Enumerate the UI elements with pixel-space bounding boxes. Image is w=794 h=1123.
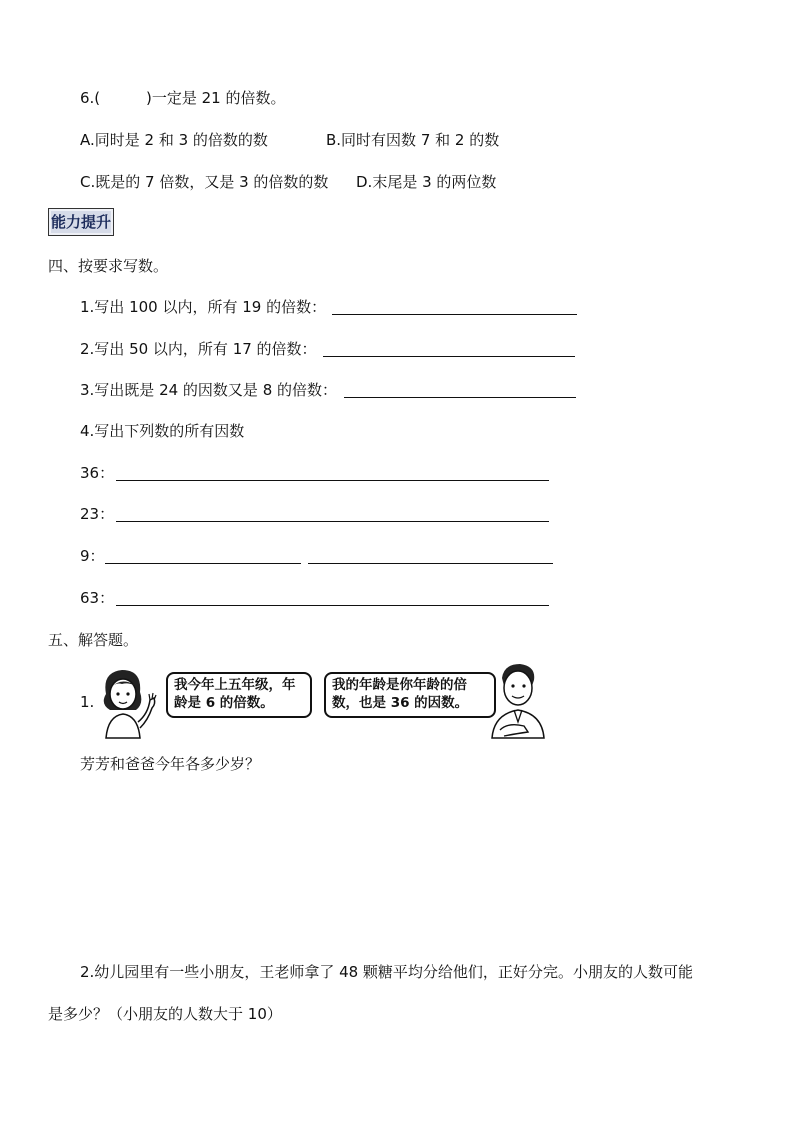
q6-number: 6.( [80, 89, 101, 107]
section5-heading: 五、解答题。 [48, 631, 139, 649]
problem2-line2: 是多少？（小朋友的人数大于 10） [48, 1005, 282, 1023]
problem1-number: 1. [80, 693, 95, 711]
section4-item2: 2.写出 50 以内，所有 17 的倍数： [80, 340, 317, 358]
girl-speech-bubble: 我今年上五年级，年龄是 6 的倍数。 [166, 672, 312, 718]
problem1-question: 芳芳和爸爸今年各多少岁？ [80, 755, 261, 773]
section4-item4: 4.写出下列数的所有因数 [80, 422, 245, 440]
girl-illustration [92, 664, 164, 740]
answer-line-36[interactable] [116, 480, 549, 481]
answer-line-63[interactable] [116, 605, 549, 606]
q6-stem: )一定是 21 的倍数。 [146, 89, 286, 107]
answer-line-9b[interactable] [308, 563, 553, 564]
section4-item1: 1.写出 100 以内，所有 19 的倍数： [80, 298, 327, 316]
answer-line-item1[interactable] [332, 314, 577, 315]
factor-label-63: 63： [80, 589, 115, 607]
section-badge: 能力提升 [48, 208, 114, 236]
section4-item3: 3.写出既是 24 的因数又是 8 的倍数： [80, 381, 338, 399]
answer-line-23[interactable] [116, 521, 549, 522]
answer-line-item2[interactable] [323, 356, 575, 357]
q6-option-a: A.同时是 2 和 3 的倍数的数 [80, 131, 268, 149]
factor-label-23: 23： [80, 505, 115, 523]
answer-line-item3[interactable] [344, 397, 576, 398]
q6-option-d: D.末尾是 3 的两位数 [356, 173, 497, 191]
factor-label-36: 36： [80, 464, 115, 482]
q6-option-c: C.既是的 7 倍数，又是 3 的倍数的数 [80, 173, 329, 191]
problem2-line1: 2.幼儿园里有一些小朋友，王老师拿了 48 颗糖平均分给他们，正好分完。小朋友的人数可能 [80, 963, 693, 981]
factor-label-9: 9： [80, 547, 105, 565]
q6-option-b: B.同时有因数 7 和 2 的数 [326, 131, 500, 149]
section4-heading: 四、按要求写数。 [48, 257, 169, 275]
answer-line-9a[interactable] [105, 563, 301, 564]
father-illustration [484, 660, 550, 740]
dad-speech-bubble: 我的年龄是你年龄的倍数，也是 36 的因数。 [324, 672, 496, 718]
